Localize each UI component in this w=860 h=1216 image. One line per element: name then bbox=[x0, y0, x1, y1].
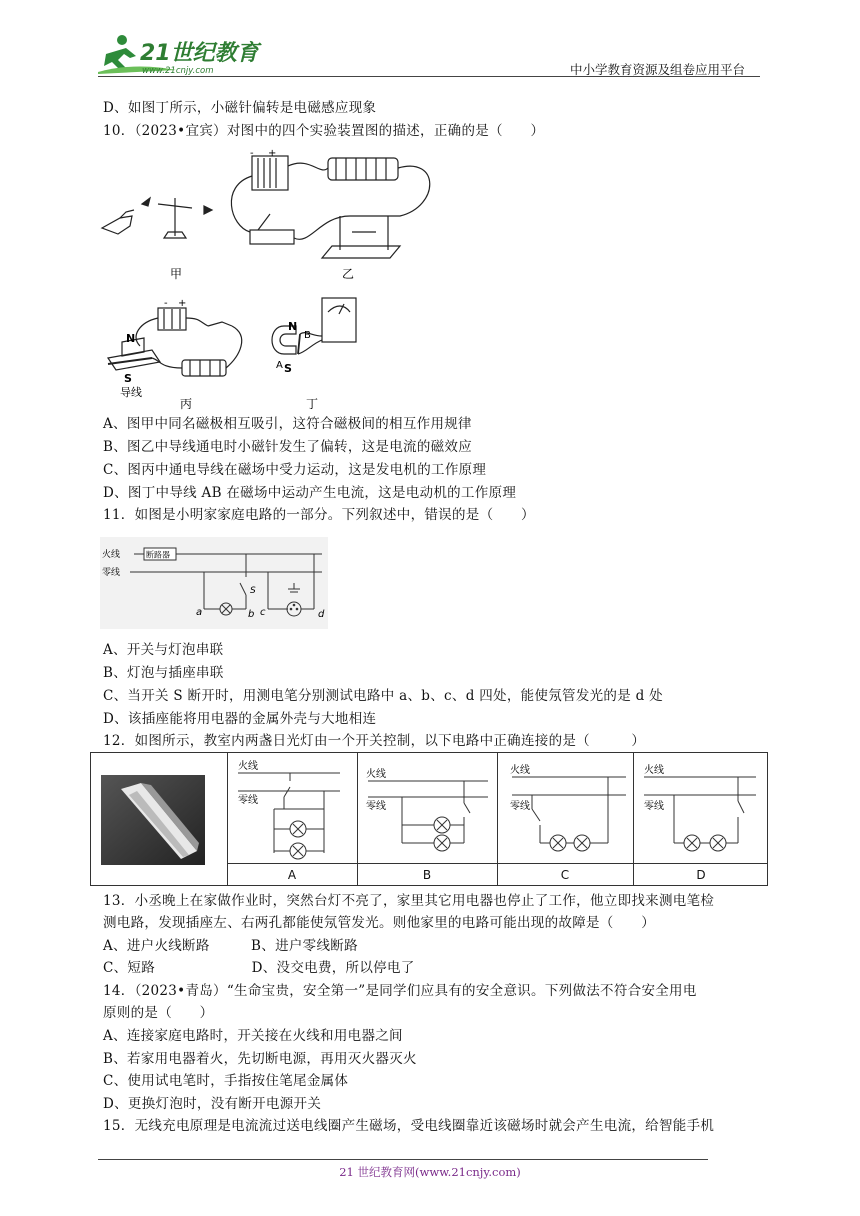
q12b-huoxian: 火线 bbox=[366, 769, 386, 780]
q14-option-d: D、更换灯泡时，没有断开电源开关 bbox=[103, 1096, 322, 1112]
q12-label-b: B bbox=[422, 868, 432, 882]
q10-option-d: D、图丁中导线 AB 在磁场中运动产生电流，这是电动机的工作原理 bbox=[103, 485, 517, 501]
logo-text: 21世纪教育 bbox=[140, 41, 259, 66]
logo-url: www.21cnjy.com bbox=[142, 66, 214, 76]
q11-breaker: 断路器 bbox=[146, 550, 170, 560]
footer-text: 21 世纪教育网(www.21cnjy.com) bbox=[339, 1165, 521, 1179]
circuit-c bbox=[498, 753, 632, 863]
q10-stem: 10．（2023•宜宾）对图中的四个实验装置图的描述，正确的是（ ） bbox=[103, 123, 545, 139]
label-yi: 乙 bbox=[342, 267, 355, 281]
q13-stem-1: 13．小丞晚上在家做作业时，突然台灯不亮了，家里其它用电器也停止了工作，他立即找来测电笔检 bbox=[103, 893, 715, 909]
circuit-d bbox=[634, 753, 768, 863]
q13-options-cd: C、短路 D、没交电费，所以停电了 bbox=[103, 960, 415, 976]
header-rule bbox=[98, 76, 760, 77]
q11-lingxian: 零线 bbox=[102, 568, 121, 578]
label-daoxian: 导线 bbox=[120, 386, 142, 399]
q11-d: d bbox=[318, 609, 325, 620]
q9-option-d: D、如图丁所示，小磁针偏转是电磁感应现象 bbox=[103, 100, 377, 116]
q10-option-b: B、图乙中导线通电时小磁针发生了偏转，这是电流的磁效应 bbox=[103, 439, 473, 455]
footer-rule bbox=[98, 1159, 708, 1160]
q12-label-c: C bbox=[560, 868, 570, 882]
q12a-lingxian: 零线 bbox=[238, 795, 258, 806]
label-ding: 丁 bbox=[306, 397, 319, 411]
q10-plus-2: + bbox=[178, 298, 187, 309]
q13-options-ab: A、进户火线断路 B、进户零线断路 bbox=[103, 938, 358, 954]
circuit-b bbox=[358, 753, 496, 863]
q13-stem-2: 测电路，发现插座左、右两孔都能使氖管发光。则他家里的电路可能出现的故障是（ ） bbox=[103, 915, 655, 931]
q14-option-c: C、使用试电笔时，手指按住笔尾金属体 bbox=[103, 1073, 349, 1089]
q12d-lingxian: 零线 bbox=[644, 801, 664, 812]
label-s-ding: S bbox=[284, 362, 292, 375]
q11-option-d: D、该插座能将用电器的金属外壳与大地相连 bbox=[103, 711, 377, 727]
q11-option-c: C、当开关 S 断开时，用测电笔分别测试电路中 a、b、c、d 四处，能使氖管发光的是 d 处 bbox=[103, 688, 663, 704]
q11-option-b: B、灯泡与插座串联 bbox=[103, 665, 224, 681]
label-n-bing: N bbox=[126, 332, 136, 345]
q12a-huoxian: 火线 bbox=[238, 761, 258, 772]
q11-huoxian: 火线 bbox=[102, 550, 121, 560]
q10-option-a: A、图甲中同名磁极相互吸引，这符合磁极间的相互作用规律 bbox=[103, 416, 472, 432]
q10-minus-2: - bbox=[164, 298, 168, 309]
q10-minus: - bbox=[250, 148, 254, 159]
q11-s: S bbox=[250, 586, 256, 596]
figure-q11 bbox=[100, 537, 328, 629]
label-b-ding: B bbox=[304, 330, 311, 341]
q12c-huoxian: 火线 bbox=[510, 765, 530, 776]
label-bing: 丙 bbox=[180, 397, 193, 411]
q11-c: c bbox=[260, 607, 266, 618]
q11-b: b bbox=[248, 609, 255, 620]
q11-a: a bbox=[196, 607, 203, 618]
label-a-ding: A bbox=[276, 360, 283, 371]
circuit-a bbox=[228, 753, 356, 863]
figure-q10 bbox=[100, 146, 460, 416]
q14-option-b: B、若家用电器着火，先切断电源，再用灭火器灭火 bbox=[103, 1051, 417, 1067]
label-n-ding: N bbox=[288, 320, 298, 333]
q12b-lingxian: 零线 bbox=[366, 801, 386, 812]
q11-option-a: A、开关与灯泡串联 bbox=[103, 642, 224, 658]
q12-stem: 12．如图所示，教室内两盏日光灯由一个开关控制，以下电路中正确连接的是（ ） bbox=[103, 733, 646, 749]
fluorescent-lamp-photo bbox=[101, 775, 205, 865]
q15-stem: 15．无线充电原理是电流流过送电线圈产生磁场，受电线圈靠近该磁场时就会产生电流，给智能手机 bbox=[103, 1118, 715, 1134]
header-right-text: 中小学教育资源及组卷应用平台 bbox=[570, 62, 746, 77]
q14-stem-2: 原则的是（ ） bbox=[103, 1005, 214, 1021]
q12c-lingxian: 零线 bbox=[510, 801, 530, 812]
q12-label-d: D bbox=[696, 868, 706, 882]
logo-icon bbox=[96, 30, 266, 78]
q10-option-c: C、图丙中通电导线在磁场中受力运动，这是发电机的工作原理 bbox=[103, 462, 487, 478]
label-s-bing: S bbox=[124, 372, 132, 385]
label-jia: 甲 bbox=[170, 267, 183, 281]
q12d-huoxian: 火线 bbox=[644, 765, 664, 776]
q14-option-a: A、连接家庭电路时，开关接在火线和用电器之间 bbox=[103, 1028, 403, 1044]
q14-stem-1: 14．（2023•青岛）“生命宝贵，安全第一”是同学们应具有的安全意识。下列做法不符合安全用电 bbox=[103, 983, 697, 999]
q11-stem: 11．如图是小明家家庭电路的一部分。下列叙述中，错误的是（ ） bbox=[103, 507, 535, 523]
q12-label-a: A bbox=[287, 868, 297, 882]
q10-plus: + bbox=[268, 148, 277, 159]
figure-q12-table bbox=[90, 752, 768, 886]
